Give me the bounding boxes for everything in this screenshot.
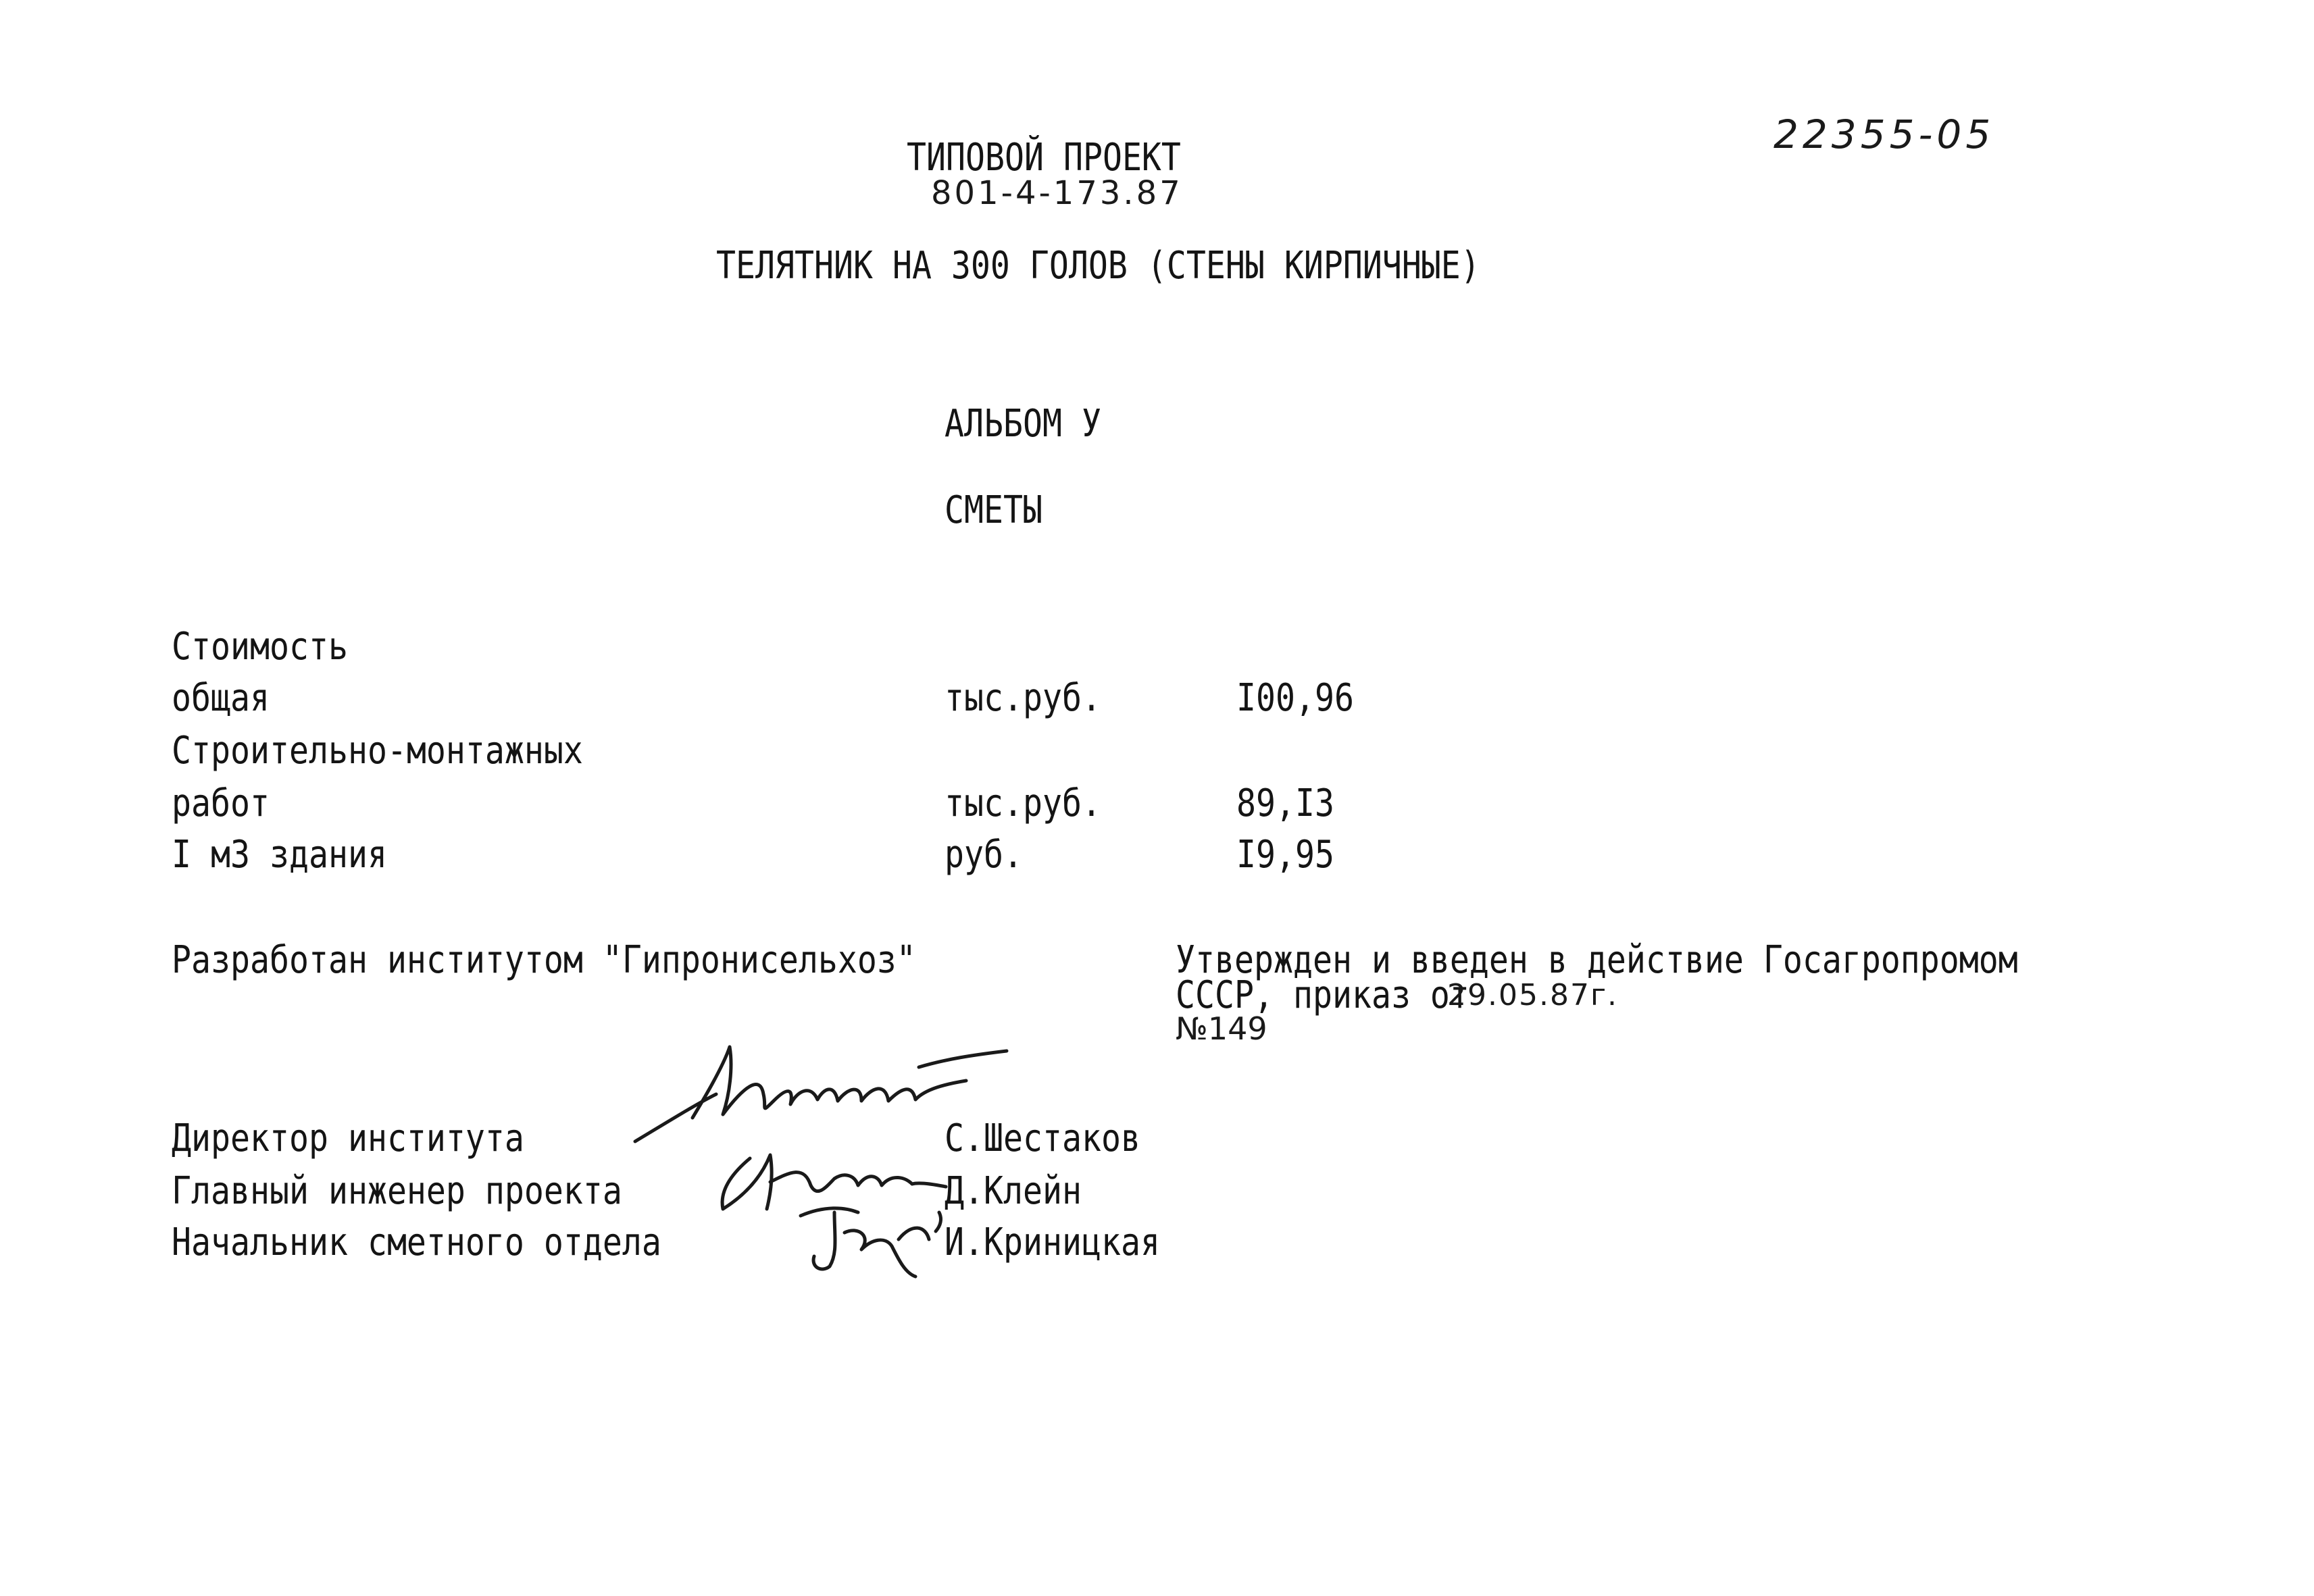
cost-row-unit: тыс.руб.: [945, 781, 1101, 825]
document-title: ТИПОВОЙ ПРОЕКТ: [907, 136, 1181, 180]
approval-date: 29.05.87г.: [1447, 978, 1619, 1012]
project-number: 801-4-173.87: [931, 174, 1183, 212]
cost-row-label: I м3 здания: [172, 833, 387, 877]
cost-row-label: работ: [172, 781, 270, 825]
estimates-head-signature: [797, 1199, 953, 1280]
signatory-role: Директор института: [172, 1116, 524, 1160]
signatory-role: Начальник сметного отдела: [172, 1220, 661, 1264]
album-name: СМЕТЫ: [945, 488, 1042, 532]
director-signature: [628, 1040, 1047, 1155]
archive-number: 22355-05: [1774, 111, 1995, 157]
signatory-role: Главный инженер проекта: [172, 1169, 622, 1213]
signatory-name: Д.Клейн: [945, 1169, 1082, 1213]
cost-row-value: I00,96: [1236, 676, 1354, 720]
signatory-name: И.Криницкая: [945, 1220, 1160, 1264]
cost-row-value: 89,I3: [1236, 781, 1334, 825]
cost-row-unit: тыс.руб.: [945, 676, 1101, 720]
cost-row-value: I9,95: [1236, 833, 1334, 877]
developed-by: Разработан институтом "Гипронисельхоз": [172, 938, 916, 982]
project-subject: ТЕЛЯТНИК НА 300 ГОЛОВ (СТЕНЫ КИРПИЧНЫЕ): [716, 244, 1480, 288]
approval-line-2: [1176, 973, 1619, 1017]
cost-row-label: общая: [172, 676, 270, 720]
approval-line-1: Утвержден и введен в действие Госагропромом: [1176, 938, 2018, 982]
cost-heading: Стоимость: [172, 625, 348, 669]
approval-order-prefix: СССР, приказ от: [1176, 973, 1489, 1017]
album-label: АЛЬБОМ У: [945, 402, 1101, 446]
approval-order-number: №149: [1176, 1010, 1267, 1047]
signatory-name: С.Шестаков: [945, 1116, 1140, 1160]
cost-row-label: Строительно-монтажных: [172, 729, 583, 773]
cost-row-unit: руб.: [945, 833, 1023, 877]
